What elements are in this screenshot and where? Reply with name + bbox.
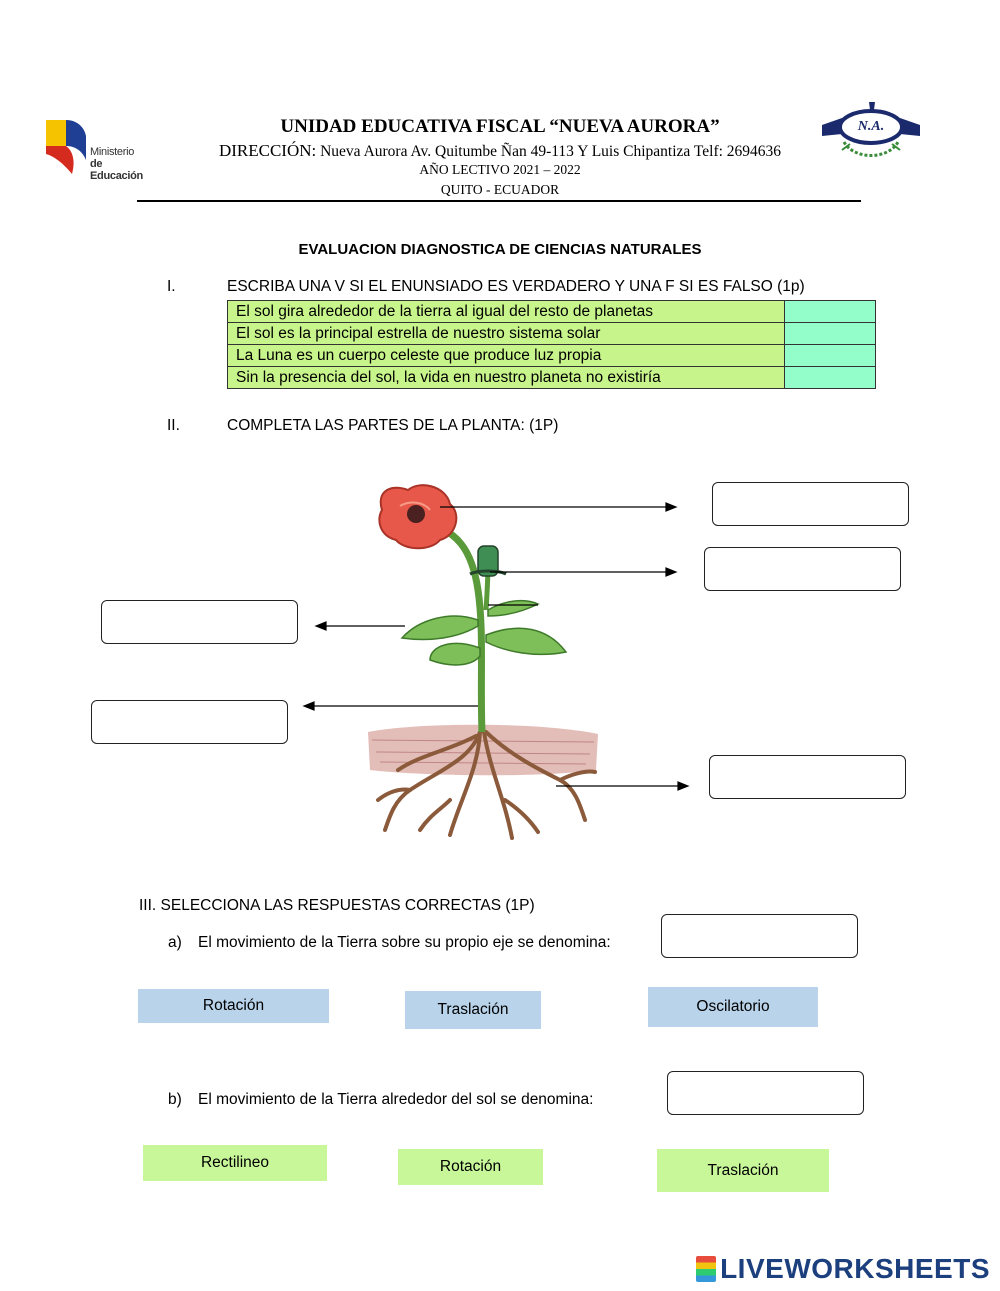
statement-cell: La Luna es un cuerpo celeste que produce luz propia xyxy=(228,345,785,367)
crest-text: N.A. xyxy=(857,119,885,134)
answer-cell[interactable] xyxy=(785,367,876,389)
section3-title: III. SELECCIONA LAS RESPUESTAS CORRECTAS (1P) xyxy=(139,897,535,914)
school-address: Nueva Aurora Av. Quitumbe Ñan 49-113 Y Luis Chipantiza Telf: 2694636 xyxy=(320,143,782,160)
question-b-letter: b) xyxy=(168,1091,182,1108)
section2-number: II. xyxy=(167,417,180,434)
ministry-line2: de Educación xyxy=(90,158,143,182)
brand-text: LIVEWORKSHEETS xyxy=(720,1253,990,1284)
section1-number: I. xyxy=(167,278,176,295)
section2-instruction: COMPLETA LAS PARTES DE LA PLANTA: (1P) xyxy=(227,417,559,434)
school-address-line xyxy=(140,141,860,161)
statement-cell: El sol gira alrededor de la tierra al igual del resto de planetas xyxy=(228,301,785,323)
ministry-logo xyxy=(42,116,152,182)
table-row xyxy=(228,301,876,323)
option-b2-button[interactable]: Rotación xyxy=(398,1149,543,1185)
header-divider xyxy=(137,200,861,202)
ecuador-flag-icon xyxy=(42,116,90,178)
school-city: QUITO - ECUADOR xyxy=(440,182,560,197)
option-a1-button[interactable]: Rotación xyxy=(138,989,329,1023)
flower xyxy=(379,485,456,548)
option-b3-button[interactable]: Traslación xyxy=(657,1149,829,1192)
option-b1-button[interactable]: Rectilineo xyxy=(143,1145,327,1181)
table-row xyxy=(228,345,876,367)
plant-label-box-fruit[interactable] xyxy=(704,547,901,591)
question-b-text: El movimiento de la Tierra alrededor del sol se denomina: xyxy=(198,1091,594,1108)
statement-cell: El sol es la principal estrella de nuestro sistema solar xyxy=(228,323,785,345)
plant-label-box-leaf[interactable] xyxy=(101,600,298,644)
school-year: AÑO LECTIVO 2021 – 2022 xyxy=(419,162,581,177)
question-a-letter: a) xyxy=(168,934,182,951)
question-a-text: El movimiento de la Tierra sobre su propio eje se denomina: xyxy=(198,934,611,951)
option-a3-button[interactable]: Oscilatorio xyxy=(648,987,818,1027)
table-row xyxy=(228,323,876,345)
true-false-table xyxy=(227,300,876,389)
option-a2-button[interactable]: Traslación xyxy=(405,991,541,1029)
answer-cell[interactable] xyxy=(785,323,876,345)
address-label: DIRECCIÓN: xyxy=(218,141,317,160)
section1-instruction: ESCRIBA UNA V SI EL ENUNSIADO ES VERDADERO Y UNA F SI ES FALSO (1p) xyxy=(227,278,805,295)
statement-cell: Sin la presencia del sol, la vida en nuestro planeta no existiría xyxy=(228,367,785,389)
evaluation-title: EVALUACION DIAGNOSTICA DE CIENCIAS NATURALES xyxy=(298,241,702,258)
plant-label-box-flower[interactable] xyxy=(712,482,909,526)
answer-drop-box-a[interactable] xyxy=(661,914,858,958)
plant-label-box-stem[interactable] xyxy=(91,700,288,744)
plant-label-box-root[interactable] xyxy=(709,755,906,799)
table-row xyxy=(228,367,876,389)
brand-logo-icon xyxy=(696,1256,716,1282)
school-crest xyxy=(820,100,922,166)
answer-cell[interactable] xyxy=(785,301,876,323)
answer-cell[interactable] xyxy=(785,345,876,367)
ministry-line1: Ministerio xyxy=(90,146,135,158)
liveworksheets-brand xyxy=(696,1253,990,1285)
school-name: UNIDAD EDUCATIVA FISCAL “NUEVA AURORA” xyxy=(280,116,720,137)
answer-drop-box-b[interactable] xyxy=(667,1071,864,1115)
